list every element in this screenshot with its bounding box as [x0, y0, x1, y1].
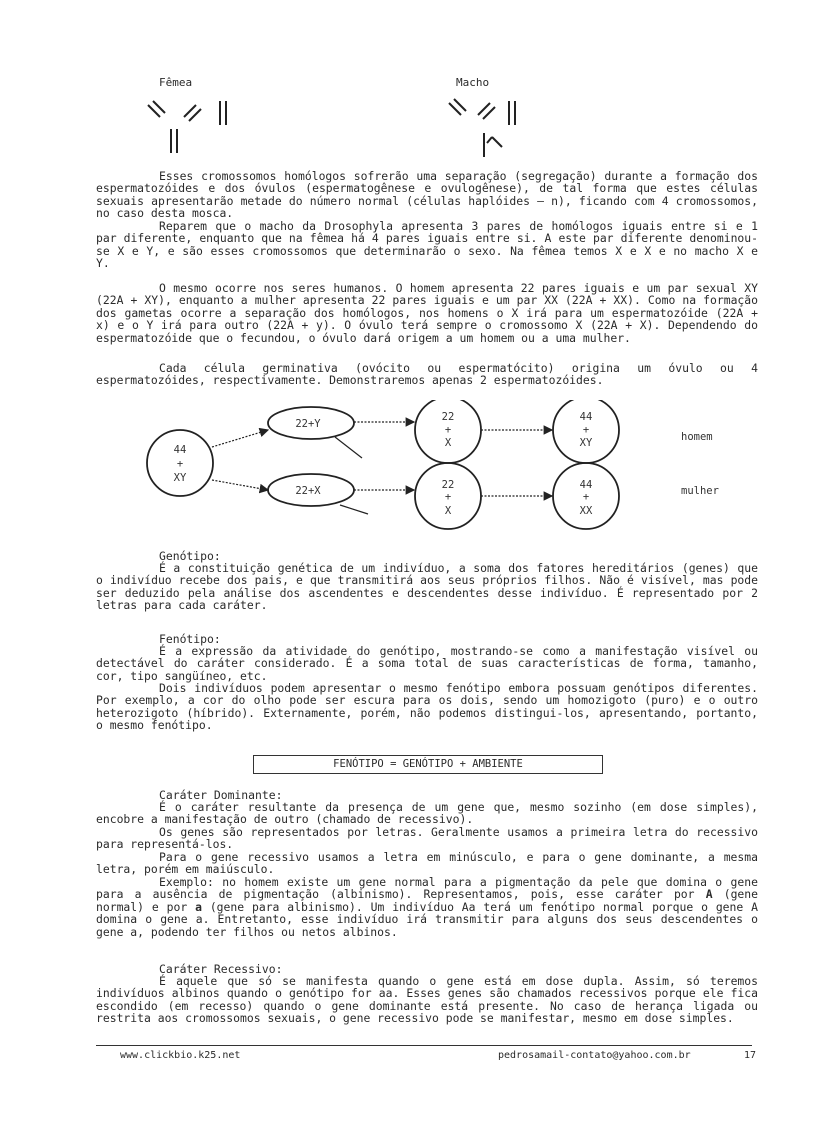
parent-mid: +	[176, 458, 184, 470]
zygote1-top: 44	[579, 411, 593, 423]
egg2-top: 22	[441, 479, 455, 491]
egg1-top: 22	[441, 411, 455, 423]
zygote1-bot: XY	[579, 437, 593, 449]
dominant-text-2: Os genes são representados por letras. Geralmente usamos a primeira letra do recessivo para representá-los.	[96, 825, 758, 852]
phenotype-formula-box: FENÓTIPO = GENÓTIPO + AMBIENTE	[253, 755, 603, 774]
egg2-bot: X	[444, 505, 452, 517]
genotype-text: É a constituição genética de um indivíduo, a soma dos fatores hereditários (genes) que o indivíduo recebe dos pais, e que transmitirá aos seus próprios filhos. Não é visível, mas pode ser deduzido pela análise dos ascendentes e descendentes desse indivíduo. É representado por 2 letras para cada caráter.	[96, 561, 758, 613]
paragraph-segregation: Esses cromossomos homólogos sofrerão uma separação (segregação) durante a formação dos espermatozóides e dos óvulos (espermatogênese e ovulogênese), de tal forma que estes células sexuais apresentarão metade do número normal (células haplóides – n), ficando com 4 cromossomos, no caso desta mosca.	[96, 169, 758, 221]
dominant-example-part2: (gene normal) e por	[96, 887, 758, 914]
sperm-y-tail	[335, 437, 362, 458]
paragraph-germ-cell: Cada célula germinativa (ovócito ou espermatócito) origina um óvulo ou 4 espermatozóides, respectivamente. Demonstraremos apenas 2 espermatozóides.	[96, 361, 758, 388]
zygote2-top: 44	[579, 479, 593, 491]
dominant-text-3: Para o gene recessivo usamos a letra em minúsculo, e para o gene dominante, a mesma letra, porém em maiúsculo.	[96, 850, 758, 877]
label-man: homem	[681, 431, 713, 443]
recessive-gene-symbol: a	[195, 899, 202, 914]
female-label: Fêmea	[159, 76, 193, 89]
parent-bot: XY	[173, 472, 187, 484]
footer-divider	[96, 1045, 752, 1046]
dominant-example-part3: (gene para albinismo). Um indivíduo Aa terá um fenótipo normal porque o gene A domina o gene a. Entretanto, esse indivíduo irá transmitir para alguns dos seus descendentes o gene a, podendo ter filhos ou netos albinos.	[96, 899, 758, 939]
zygote2-bot: XX	[579, 505, 593, 517]
page-number: 17	[744, 1050, 757, 1061]
sperm-x-tail	[340, 505, 368, 514]
male-label: Macho	[456, 76, 490, 89]
gamete-y-label: 22+Y	[295, 418, 321, 430]
paragraph-humans: O mesmo ocorre nos seres humanos. O homem apresenta 22 pares iguais e um par sexual XY (22A + XY), enquanto a mulher apresenta 22 pares iguais e um par XX (22A + XX). Como na formação dos gametas ocorre a separação dos homólogos, nos homens o X irá para um espermatozóide (22A + x) e o Y irá para outro (22A + y). O óvulo terá sempre o cromossomo X (22A + X). Dependendo do espermatozóide que o fecundou, o óvulo dará origem a um homem ou a uma mulher.	[96, 281, 758, 345]
zygote2-mid: +	[582, 491, 590, 503]
zygote1-mid: +	[582, 424, 590, 436]
fertilization-diagram	[140, 400, 760, 540]
dominant-heading: Caráter Dominante:	[159, 788, 283, 802]
male-chromosomes-figure	[440, 95, 550, 161]
label-woman: mulher	[681, 485, 719, 497]
arrow-parent-to-y	[212, 430, 268, 447]
egg2-mid: +	[444, 491, 452, 503]
recessive-heading: Caráter Recessivo:	[159, 962, 283, 976]
arrow-parent-to-x	[212, 480, 268, 490]
genotype-heading: Genótipo:	[159, 549, 221, 563]
parent-top: 44	[173, 444, 187, 456]
egg1-bot: X	[444, 437, 452, 449]
footer-site-link[interactable]: www.clickbio.k25.net	[120, 1050, 241, 1061]
phenotype-heading: Fenótipo:	[159, 632, 221, 646]
phenotype-text-2: Dois indivíduos podem apresentar o mesmo fenótipo embora possuam genótipos diferentes. Por exemplo, a cor do olho pode ser escura para os dois, sendo um homozigoto (puro) e o outro heterozigoto (híbrido). Externamente, porém, não podemos distingui-los, apresentando, portanto, o mesmo fenótipo.	[96, 681, 758, 733]
female-chromosomes-figure	[140, 95, 250, 157]
gamete-x-label: 22+X	[295, 485, 321, 497]
dominant-example-part1: Exemplo: no homem existe um gene normal para a pigmentação da pele que domina o gene para a ausência de pigmentação (albinismo). Representamos, pois, esse caráter por	[96, 875, 758, 902]
dominant-gene-symbol: A	[705, 887, 713, 902]
dominant-text-1: É o caráter resultante da presença de um gene que, mesmo sozinho (em dose simples), encobre a manifestação de outro (chamado de recessivo).	[96, 800, 758, 827]
paragraph-drosophyla: Reparem que o macho da Drosophyla apresenta 3 pares de homólogos iguais entre si e 1 par diferente, enquanto que na fêmea há 4 pares iguais entre si. A este par diferente denominou-se X e Y, e são esses cromossomos que determinarão o sexo. Na fêmea temos X e X e no macho X e Y.	[96, 219, 758, 271]
dominant-example	[96, 876, 758, 938]
phenotype-text-1: É a expressão da atividade do genótipo, mostrando-se como a manifestação visível ou detectável do caráter considerado. É a soma total de suas características de forma, tamanho, cor, tipo sangüíneo, etc.	[96, 644, 758, 683]
recessive-text: É aquele que só se manifesta quando o gene está em dose dupla. Assim, só teremos indivíduos albinos quando o genótipo for aa. Esses genes são chamados recessivos porque ele fica escondido (em recesso) quando o gene dominante está presente. No caso de herança ligada ou restrita aos cromossomos sexuais, o gene recessivo pode se manifestar, mesmo em dose simples.	[96, 974, 758, 1026]
egg1-mid: +	[444, 424, 452, 436]
footer-email[interactable]: pedrosamail-contato@yahoo.com.br	[498, 1050, 691, 1061]
